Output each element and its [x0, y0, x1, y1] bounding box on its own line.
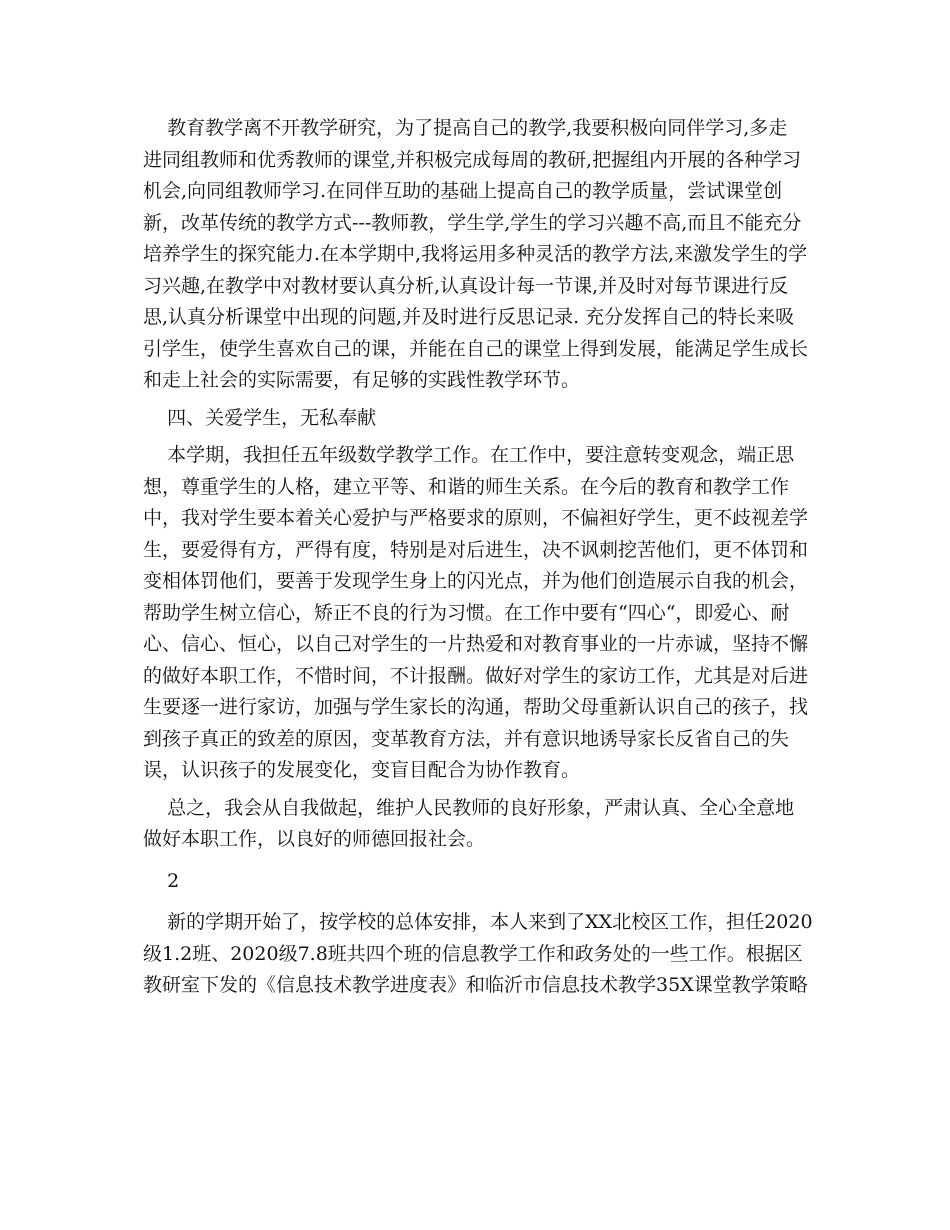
section-heading — [143, 403, 808, 435]
text-line: 进同组教师和优秀教师的课堂,并积极完成每周的教研,把握组内开展的各种学习 — [143, 148, 802, 171]
text-line: 变相体罚他们，要善于发现学生身上的闪光点，并为他们创造展示自我的机会， — [143, 570, 809, 592]
text-line: 总之，我会从自我做起，维护人民教师的良好形象，严肃认真、全心全意地 — [143, 796, 795, 819]
text-line: 想，尊重学生的人格，建立平等、和谐的师生关系。在今后的教育和教学工作 — [143, 475, 790, 498]
text-line: 教研室下发的《信息技术教学进度表》和临沂市信息技术教学35X课堂教学策略 — [143, 974, 808, 996]
text-line: 2 — [143, 869, 180, 892]
paragraph-new-semester — [143, 907, 813, 1002]
text-line: 级1.2班、2020级7.8班共四个班的信息教学工作和政务处的一些工作。根据区 — [143, 942, 803, 965]
text-line: 教育教学离不开教学研究，为了提高自己的教学,我要积极向同伴学习,多走 — [143, 117, 788, 139]
text-line: 思,认真分析课堂中出现的问题,并及时进行反思记录. 充分发挥自己的特长来吸 — [143, 306, 795, 328]
section-number — [143, 866, 808, 898]
text-line: 生，要爱得有方，严得有度，特别是对后进生，决不讽刺挖苦他们，更不体罚和 — [143, 538, 809, 561]
text-line: 引学生，使学生喜欢自己的课，并能在自己的课堂上得到发展，能满足学生成长 — [143, 337, 809, 360]
spacer — [143, 856, 808, 866]
heading-line: 四、关爱学生，无私奉献 — [143, 406, 377, 429]
text-line: 生要逐一进行家访，加强与学生家长的沟通，帮助父母重新认识自己的孩子，找 — [143, 696, 809, 718]
text-line: 帮助学生树立信心，矫正不良的行为习惯。在工作中要有“四心“，即爱心、耐 — [143, 601, 790, 624]
text-line: 的做好本职工作，不惜时间，不计报酬。做好对学生的家访工作，尤其是对后进 — [143, 664, 809, 687]
paragraph-teaching-research — [143, 113, 808, 397]
document-body — [143, 113, 813, 1002]
paragraph-summary — [143, 793, 808, 856]
text-line: 新，改革传统的教学方式---教师教，学生学,学生的学习兴趣不高,而且不能充分 — [143, 211, 802, 234]
text-line: 培养学生的探究能力.在本学期中,我将运用多种灵活的教学方法,来激发学生的学 — [143, 243, 808, 265]
text-line: 新的学期开始了，按学校的总体安排，本人来到了XX北校区工作，担任2020 — [143, 911, 813, 933]
text-line: 心、信心、恒心，以自己对学生的一片热爱和对教育事业的一片赤诚，坚持不懈 — [143, 633, 809, 655]
text-line: 机会,向同组教师学习.在同伴互助的基础上提高自己的教学质量，尝试课堂创 — [143, 180, 783, 202]
text-line: 习兴趣,在教学中对教材要认真分析,认真设计每一节课,并及时对每节课进行反 — [143, 274, 789, 297]
text-line: 做好本职工作，以良好的师德回报社会。 — [143, 828, 486, 850]
text-line: 本学期，我担任五年级数学教学工作。在工作中，要注意转变观念，端正思 — [143, 444, 795, 466]
text-line: 到孩子真正的致差的原因，变革教育方法，并有意识地诱导家长反省自己的失 — [143, 727, 790, 750]
text-line: 误，认识孩子的发展变化，变盲目配合为协作教育。 — [143, 759, 581, 781]
spacer — [143, 897, 808, 907]
paragraph-care-students — [143, 440, 808, 787]
text-line: 和走上社会的实际需要，有足够的实践性教学环节。 — [143, 369, 581, 391]
text-line: 中，我对学生要本着关心爱护与严格要求的原则，不偏袒好学生，更不歧视差学 — [143, 507, 809, 529]
